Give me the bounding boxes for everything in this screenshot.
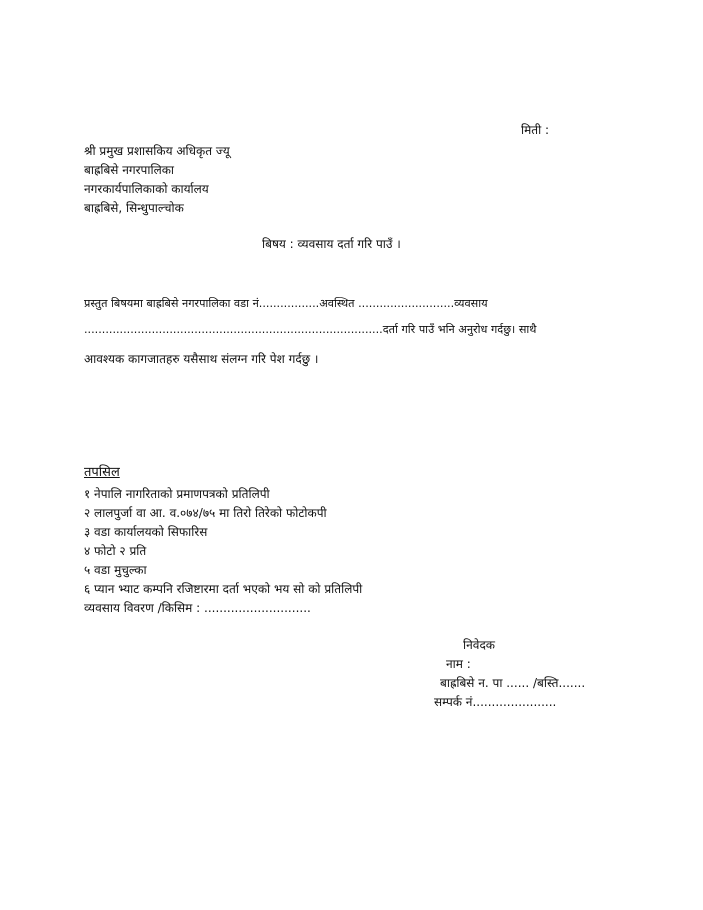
list-item: ५ वडा मुचुल्का [84, 563, 147, 577]
recipient-office: नगरकार्यपालिकाको कार्यालय [84, 182, 209, 196]
body-line-1: प्रस्तुत बिषयमा बाह्रबिसे नगरपालिका वडा नं.................अवस्थित ...........................व्यवसाय [84, 297, 488, 310]
applicant-heading: निवेदक [463, 638, 496, 652]
subject-line: बिषय : व्यवसाय दर्ता गरि पाउँ । [262, 237, 401, 251]
applicant-address: बाह्रबिसे न. पा ...... /बस्ति....... [440, 676, 586, 690]
recipient-title: श्री प्रमुख प्रशासकिय अधिकृत ज्यू [84, 144, 230, 158]
recipient-municipality: बाह्रबिसे नगरपालिका [84, 163, 175, 177]
applicant-contact: सम्पर्क नं...................... [434, 695, 557, 709]
body-line-2: ....................................................................................दर्ता गरि पाउँ भनि अनुरोध गर्दछु। साथै [84, 323, 537, 336]
list-item: ४ फोटो २ प्रति [84, 544, 147, 558]
details-heading: तपसिल [84, 465, 120, 480]
list-item: २ लालपुर्जा वा आ. व.०७४/७५ मा तिरो तिरेको फोटोकपी [84, 506, 327, 520]
list-item: १ नेपालि नागरिताको प्रमाणपत्रको प्रतिलिपी [84, 487, 270, 501]
list-item: ३ वडा कार्यालयको सिफारिस [84, 525, 208, 539]
recipient-address: बाह्रबिसे, सिन्धुपाल्चोक [84, 201, 184, 215]
list-item: व्यवसाय विवरण /किसिम : ............................ [84, 601, 311, 615]
date-label: मिती : [521, 123, 550, 137]
body-line-3: आवश्यक कागजातहरु यसैसाथ संलग्न गरि पेश गर्दछु । [84, 352, 319, 366]
list-item: ६ प्यान भ्याट कम्पनि रजिष्टारमा दर्ता भएको भय सो को प्रतिलिपी [84, 582, 363, 596]
applicant-name: नाम : [446, 657, 471, 671]
